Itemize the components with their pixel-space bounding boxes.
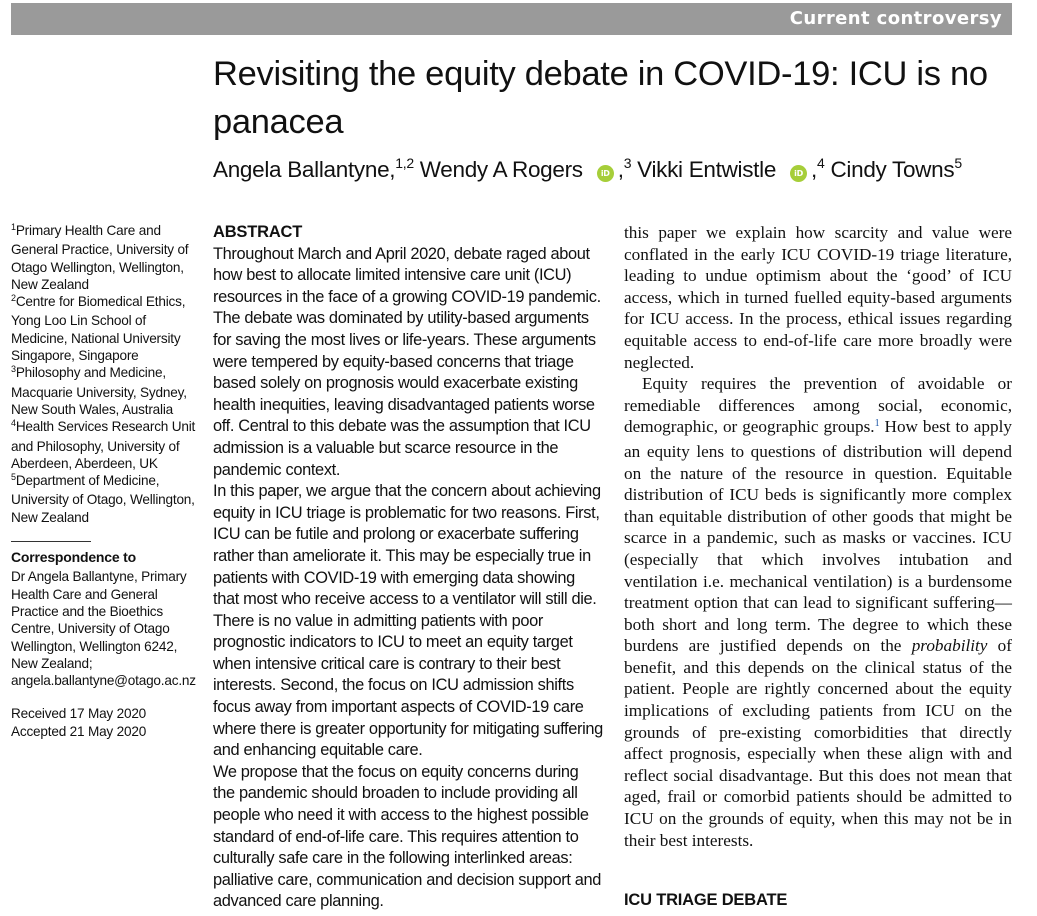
- divider: [11, 541, 91, 542]
- affiliation-text: Health Services Research Unit and Philosophy, University of Aberdeen, Aberdeen, UK: [11, 419, 196, 471]
- affiliation: [11, 364, 197, 418]
- author-name: Cindy Towns: [830, 157, 955, 182]
- article-title: Revisiting the equity debate in COVID-19: ICU is no panacea: [213, 55, 988, 141]
- body-paragraph: [624, 373, 1012, 851]
- article-dates: [11, 705, 197, 740]
- body-column: [624, 222, 1012, 851]
- affiliation-text: Primary Health Care and General Practice, University of Otago Wellington, Wellington, New Zealand: [11, 223, 189, 292]
- sidebar-metadata: [11, 222, 197, 740]
- abstract-paragraph: Throughout March and April 2020, debate raged about how best to allocate limited intensive care unit (ICU) resources in the face of a growing COVID-19 pandemic. The debate was dominated by utility-based arguments for saving the most lives or life-years. These arguments were tempered by equity-based concerns that triage based solely on prognosis would exacerbate existing health inequities, leaving disadvantaged patients worse off. Central to this debate was the assumption that ICU admission is a valuable but scarce resource in the pandemic context.: [213, 244, 601, 479]
- orcid-icon[interactable]: iD: [597, 165, 614, 182]
- affiliation-text: Department of Medicine, University of Otago, Wellington, New Zealand: [11, 473, 195, 525]
- abstract-paragraph: In this paper, we argue that the concern about achieving equity in ICU triage is problematic for two reasons. First, ICU can be futile and prolong or exacerbate suffering rather than ameliorate it. This may be especially true in patients with COVID-19 with emerging data showing that most who receive access to a ventilator will still die. There is no value in admitting patients with poor prognostic indicators to ICU to meet an equity target when intensive critical care is contrary to their best interests. Second, the focus on ICU admission shifts focus away from important aspects of COVID-19 care where there is greater opportunity for mitigating suffering and enhancing equitable care.: [213, 482, 603, 760]
- abstract-heading: ABSTRACT: [213, 223, 303, 241]
- body-text: Equity requires the prevention of avoidable or remediable differences among social, economic, demographic, or geographic groups.: [624, 374, 1012, 437]
- abstract: [213, 222, 603, 913]
- body-text: of benefit, and this depends on the clinical status of the patient. People are rightly concerned about the equity implications of excluding patients from ICU on the grounds of pre-existing comorbidities that directly affect prognosis, especially when these align with and reflect social disadvantage. But this does not mean that aged, frail or comorbid patients should be admitted to ICU on the grounds of equity, when this may not be in their best interests.: [624, 636, 1012, 850]
- section-band: [11, 3, 1012, 35]
- author-name: Vikki Entwistle: [637, 157, 777, 182]
- author-affiliation-mark: 3: [623, 155, 632, 171]
- affiliation-text: Philosophy and Medicine, Macquarie University, Sydney, New South Wales, Australia: [11, 365, 187, 417]
- author-name: Angela Ballantyne,: [213, 157, 396, 182]
- author-affiliation-mark: 5: [954, 155, 962, 171]
- author-affiliation-mark: 1,2: [395, 155, 414, 171]
- author-affiliation-mark: 4: [817, 155, 825, 171]
- affiliation-number: 1: [11, 222, 16, 232]
- affiliation: [11, 222, 197, 293]
- orcid-icon[interactable]: iD: [790, 165, 807, 182]
- accepted-date: Accepted 21 May 2020: [11, 723, 147, 739]
- affiliation: [11, 472, 197, 526]
- reference-link[interactable]: 1: [874, 418, 880, 430]
- correspondence-text: Dr Angela Ballantyne, Primary Health Care and General Practice and the Bioethics Centre, University of Otago Wellington, Wellington 6242, New Zealand; angela.ballantyne@otago.ac.nz: [11, 569, 196, 689]
- affiliation-number: 5: [11, 472, 16, 483]
- correspondence-heading: Correspondence to: [11, 549, 136, 566]
- received-date: Received 17 May 2020: [11, 706, 147, 722]
- affiliation-number: 3: [11, 364, 16, 375]
- emphasis-text: probability: [911, 636, 988, 656]
- affiliation-text: Centre for Biomedical Ethics, Yong Loo Lin School of Medicine, National University Singapore, Singapore: [11, 294, 186, 364]
- affiliation-number: 2: [11, 293, 16, 304]
- affiliation: [11, 418, 197, 472]
- affiliation-number: 4: [11, 418, 16, 429]
- section-heading: ICU TRIAGE DEBATE: [624, 891, 788, 909]
- author-separator: ,: [811, 157, 817, 182]
- body-text: How best to apply an equity lens to questions of distribution will depend on the nature of the resource in question. Equitable distribution of ICU beds is significantly more complex than equitable distribution of other goods that might be scarce in a pandemic, such as masks or vaccines. ICU (especially that which involves intubation and ventilation i.e. mechanical ventilation) is a burdensome treatment option that can lead to significant suffering—both short and long term. The degree to which these burdens are justified depends on the: [624, 417, 1012, 656]
- body-paragraph: this paper we explain how scarcity and value were conflated in the early ICU COVID-19 triage literature, leading to undue optimism about the ‘good’ of ICU access, which in turned fuelled equity-based arguments for ICU access. In the process, ethical issues regarding equitable access to end-of-life care more broadly were neglected.: [624, 223, 1012, 372]
- author-name: Wendy A Rogers: [419, 157, 583, 182]
- affiliation: [11, 293, 197, 364]
- author-list: [213, 157, 962, 183]
- author-separator: ,: [617, 157, 624, 182]
- abstract-paragraph: We propose that the focus on equity concerns during the pandemic should broaden to include providing all people who need it with access to the highest possible standard of end-of-life care. This requires attention to culturally safe care in the following interlinked areas: palliative care, communication and decision support and advanced care planning.: [213, 762, 602, 911]
- section-label: Current controversy: [789, 8, 1002, 29]
